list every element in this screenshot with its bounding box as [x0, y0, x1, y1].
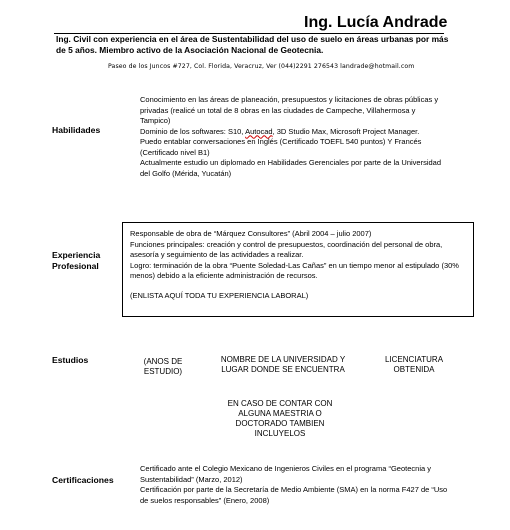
certifications-heading: Certificaciones — [52, 475, 114, 485]
profile-summary: Ing. Civil con experiencia en el área de Sustentabilidad del uso de suelo en áreas urbanas por más de 5 años. Miembro activo de la Asociación Nacional de Geotecnia. — [56, 34, 449, 55]
contact-address: Paseo de los Juncos #727, Col. Florida, Veracruz, Ver (044)2291 276543 landrade@hotmail.com — [108, 63, 415, 70]
experience-box — [122, 222, 474, 317]
experience-item: Responsable de obra de “Márquez Consultores” (Abril 2004 – julio 2007) — [130, 229, 372, 238]
spellcheck-flagged-word: Autocad — [245, 126, 273, 136]
experience-item: Funciones principales: creación y control de presupuestos, coordinación del personal de obra, asesoría y seguimiento de las actividades a realizar. — [130, 239, 443, 259]
study-years: (ANOS DE ESTUDIO) — [143, 357, 183, 376]
skill-item: Actualmente estudio un diplomado en Habilidades Gerenciales por parte de la Universidad del Golfo (Mérida, Yucatán) — [140, 158, 442, 178]
certification-item: Certificado ante el Colegio Mexicano de Ingenieros Civiles en el programa “Geotecnia y Sustentabilidad” (Marzo, 2012) — [140, 464, 431, 484]
skill-item: Puedo entablar conversaciones en Inglés (Certificado TOEFL 540 puntos) Y Francés (Certificado nivel B1) — [140, 137, 422, 157]
study-postgrad: EN CASO DE CONTAR CON ALGUNA MAESTRIA O DOCTORADO TAMBIEN INCLUYELOS — [227, 399, 333, 438]
candidate-name: Ing. Lucía Andrade — [304, 14, 448, 31]
study-university: NOMBRE DE LA UNIVERSIDAD Y LUGAR DONDE SE ENCUENTRA — [220, 355, 346, 374]
skill-software-prefix: Dominio de los softwares: S10, — [140, 126, 246, 136]
experience-item: Logro: terminación de la obra “Puente Soledad-Las Cañas” en un tiempo menor al estipulado (30% menos) debido a la eficiente administración de recursos. — [130, 260, 459, 280]
experience-heading: Experiencia Profesional — [52, 250, 101, 271]
skills-heading: Habilidades — [52, 125, 101, 135]
study-degree: LICENCIATURA OBTENIDA — [384, 355, 444, 374]
certification-item: Certificación por parte de la Secretaría de Medio Ambiente (SMA) en la norma F427 de “Uso de suelos responsables” (Enero, 2008) — [140, 485, 448, 505]
skill-item — [140, 127, 445, 138]
experience-note: (ENLISTA AQUÍ TODA TU EXPERIENCIA LABORAL) — [130, 290, 309, 300]
skill-item: Conocimiento en las áreas de planeación, presupuestos y licitaciones de obras públicas y privadas (realicé un total de 8 obras en las ciudades de Campeche, Villahermosa y Tampico) — [140, 95, 439, 125]
skills-content — [140, 95, 445, 179]
studies-heading: Estudios — [52, 355, 89, 365]
certifications-content — [140, 464, 450, 506]
skill-software-suffix: , 3D Studio Max, Microsoft Project Manager. — [272, 126, 420, 136]
